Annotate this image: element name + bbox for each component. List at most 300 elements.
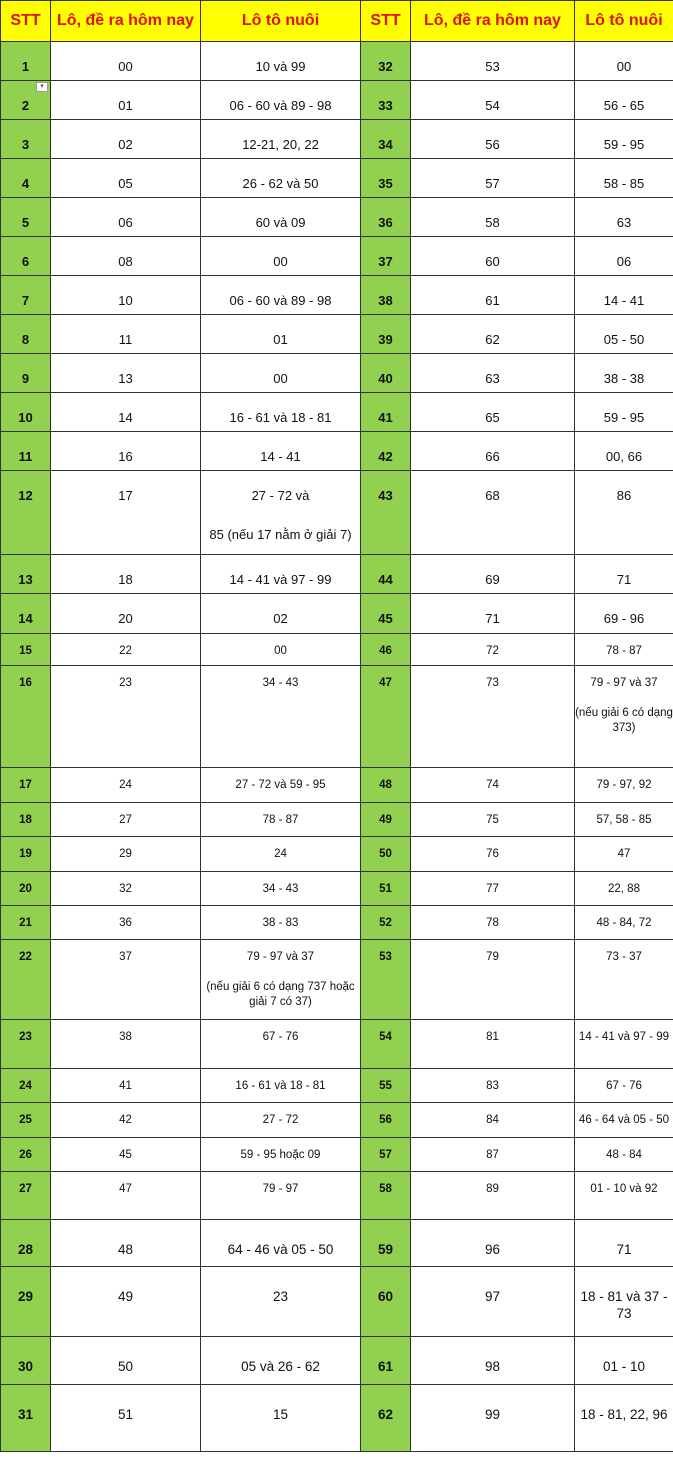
stt-cell: [361, 1172, 411, 1220]
lo-to-cell: [201, 1172, 361, 1220]
stt-cell: [1, 120, 51, 159]
stt-cell: [1, 42, 51, 81]
stt-cell: [1, 1138, 51, 1172]
header-lo-de-right: Lô, đề ra hôm nay: [411, 1, 575, 42]
stt-cell-text: 22: [19, 951, 32, 963]
lo-de-cell: [51, 42, 201, 81]
lo-to-cell: [201, 906, 361, 940]
table-row: [1, 354, 673, 393]
stt-cell-text: 58: [379, 1183, 392, 1195]
stt-cell: [1, 872, 51, 906]
lo-to-cell: [201, 634, 361, 666]
stt-cell-text: 55: [379, 1080, 392, 1092]
header-lo-to: Lô tô nuôi: [201, 1, 361, 42]
header-lo-to-right: Lô tô nuôi: [575, 1, 673, 42]
stt-cell: [361, 315, 411, 354]
stt-cell: [361, 1069, 411, 1103]
stt-cell: [361, 1103, 411, 1138]
stt-cell-text: 28: [17, 1242, 34, 1257]
lo-to-cell: [575, 42, 673, 81]
stt-cell-text: 46: [379, 645, 392, 657]
lo-de-cell: [51, 276, 201, 315]
stt-cell: [361, 1267, 411, 1337]
lo-to-cell-text: 16 - 61 và 18 - 81: [229, 410, 332, 425]
lo-to-cell: [575, 1220, 673, 1267]
lo-de-cell: [51, 393, 201, 432]
stt-cell-text: 23: [19, 1031, 32, 1043]
lo-to-cell: [575, 1337, 673, 1385]
lo-de-cell-text: 57: [485, 176, 500, 191]
lo-de-cell-text: 20: [118, 611, 133, 626]
lo-de-cell-text: 06: [118, 215, 133, 230]
table-row: [1, 276, 673, 315]
lo-to-cell-text: 27 - 72: [262, 1114, 299, 1126]
table-row: [1, 803, 673, 837]
table-row: [1, 940, 673, 1020]
lo-de-cell: [51, 237, 201, 276]
lo-de-cell-text: 54: [485, 98, 500, 113]
lo-to-cell-text: 63: [616, 215, 632, 230]
table-row: [1, 1103, 673, 1138]
stt-cell-text: 42: [378, 449, 393, 464]
stt-cell: [361, 1138, 411, 1172]
stt-cell: [361, 432, 411, 471]
lo-de-cell-text: 74: [486, 779, 499, 791]
lo-to-cell-text: 59 - 95: [603, 410, 645, 425]
header-stt-right: STT: [361, 1, 411, 42]
lo-de-cell-text: 38: [119, 1031, 132, 1043]
lo-de-cell: [51, 803, 201, 837]
lo-de-cell: [411, 81, 575, 120]
lo-to-cell: [575, 837, 673, 872]
stt-cell-text: 20: [19, 883, 32, 895]
lo-de-cell: [411, 906, 575, 940]
lo-de-cell-text: 11: [118, 332, 133, 347]
stt-cell-text: 62: [377, 1407, 394, 1422]
lo-to-cell-text: 02: [273, 611, 288, 626]
lo-to-cell: [201, 1103, 361, 1138]
lo-to-cell: [201, 42, 361, 81]
lo-to-cell-text: 15: [272, 1407, 289, 1422]
lo-de-cell-text: 02: [118, 137, 133, 152]
stt-cell-text: 57: [379, 1149, 392, 1161]
stt-cell-text: 13: [18, 572, 33, 587]
stt-cell-text: 54: [379, 1031, 392, 1043]
lo-to-cell-text: 60 và 09: [255, 215, 306, 230]
lo-to-cell: [201, 666, 361, 768]
dropdown-arrow-icon[interactable]: ▾: [36, 82, 48, 92]
lo-to-cell-text: 00, 66: [605, 449, 643, 464]
lo-de-cell-text: 47: [119, 1183, 132, 1195]
lo-de-cell-text: 37: [119, 951, 132, 963]
lo-to-cell-text: 78 - 87: [606, 645, 642, 657]
lo-to-cell-text: 71: [616, 1242, 632, 1257]
stt-cell-text: 35: [378, 176, 393, 191]
stt-cell-text: 29: [17, 1289, 34, 1304]
lo-to-cell: [575, 666, 673, 768]
lo-de-cell: [411, 1220, 575, 1267]
stt-cell: [361, 634, 411, 666]
lo-to-cell: [575, 906, 673, 940]
lo-de-cell-text: 73: [486, 677, 499, 689]
lo-de-cell-text: 32: [119, 883, 132, 895]
lo-de-cell-text: 16: [118, 449, 133, 464]
stt-cell-text: 14: [18, 611, 33, 626]
lo-de-cell: [51, 837, 201, 872]
stt-cell: [1, 803, 51, 837]
stt-cell: [1, 393, 51, 432]
lo-to-cell-text: 73 - 37: [606, 951, 642, 963]
lo-to-cell: [575, 120, 673, 159]
stt-cell: [1, 237, 51, 276]
lo-to-cell: [575, 1103, 673, 1138]
lo-to-cell: [201, 1337, 361, 1385]
table-row: [1, 872, 673, 906]
table-row: [1, 837, 673, 872]
lo-to-cell-note: 85 (nếu 17 nằm ở giải 7): [209, 527, 352, 543]
lo-de-cell-text: 79: [486, 951, 499, 963]
lo-to-cell-text: 34 - 43: [262, 883, 299, 895]
lo-de-cell: [51, 594, 201, 634]
lo-to-cell: [575, 1267, 673, 1337]
lo-to-cell-text: 10 và 99: [255, 59, 306, 74]
lo-de-cell-text: 24: [119, 779, 132, 791]
lo-de-cell-text: 83: [486, 1080, 499, 1092]
stt-cell: [361, 837, 411, 872]
table-row: [1, 1138, 673, 1172]
lo-de-cell: [411, 315, 575, 354]
table-row: [1, 1337, 673, 1385]
lo-de-cell-text: 77: [486, 883, 499, 895]
stt-cell-text: 21: [19, 917, 32, 929]
lo-de-cell: [51, 198, 201, 237]
lo-to-cell: [201, 354, 361, 393]
stt-cell-text: 33: [378, 98, 393, 113]
lo-to-cell-text: 16 - 61 và 18 - 81: [235, 1080, 326, 1092]
lo-de-cell: [411, 1103, 575, 1138]
lo-to-cell-text: 79 - 97 và 37: [246, 951, 315, 963]
lo-de-cell-text: 89: [486, 1183, 499, 1195]
lo-de-cell-text: 36: [119, 917, 132, 929]
stt-cell-text: 37: [378, 254, 393, 269]
lo-to-cell: [575, 940, 673, 1020]
lo-de-cell: [411, 803, 575, 837]
lo-de-cell: [411, 42, 575, 81]
lo-to-cell-text: 14 - 41 và 97 - 99: [229, 572, 332, 587]
lo-to-cell: [575, 803, 673, 837]
lo-to-cell-text: 46 - 64 và 05 - 50: [578, 1114, 670, 1126]
stt-cell: [1, 940, 51, 1020]
lo-de-cell: [411, 1069, 575, 1103]
lo-de-cell: [51, 555, 201, 594]
lo-de-cell-text: 10: [118, 293, 133, 308]
lo-to-cell: [201, 768, 361, 803]
stt-cell: [361, 594, 411, 634]
table-row: [1, 198, 673, 237]
lo-to-cell-text: 26 - 62 và 50: [242, 176, 319, 191]
stt-cell: [1, 1172, 51, 1220]
stt-cell: [1, 471, 51, 555]
lo-de-cell-text: 48: [117, 1242, 134, 1257]
lo-to-cell-text: 38 - 83: [262, 917, 299, 929]
lo-de-cell-text: 76: [486, 848, 499, 860]
table-row: [1, 315, 673, 354]
stt-cell: [1, 198, 51, 237]
stt-cell-text: 6: [21, 254, 30, 269]
lo-to-cell: [201, 1138, 361, 1172]
lo-to-cell-text: 14 - 41: [603, 293, 645, 308]
lo-to-cell: [575, 768, 673, 803]
lo-de-cell-text: 27: [119, 814, 132, 826]
stt-cell-text: 36: [378, 215, 393, 230]
lo-to-cell-text: 67 - 76: [262, 1031, 299, 1043]
lo-de-cell-text: 71: [485, 611, 500, 626]
lo-to-cell-text: 71: [616, 572, 632, 587]
stt-cell: [1, 315, 51, 354]
lo-to-cell-text: 14 - 41 và 97 - 99: [578, 1031, 670, 1043]
lo-to-cell: [201, 393, 361, 432]
lo-to-cell: [575, 1138, 673, 1172]
table-row: [1, 471, 673, 555]
stt-cell: [361, 872, 411, 906]
lo-to-cell: [575, 594, 673, 634]
lo-to-cell: [201, 1069, 361, 1103]
lo-to-cell-text: 48 - 84, 72: [596, 917, 652, 929]
lo-de-cell: [411, 872, 575, 906]
lo-to-cell-text: 14 - 41: [260, 449, 301, 464]
lo-de-cell-text: 75: [486, 814, 499, 826]
lo-de-cell-text: 78: [486, 917, 499, 929]
lo-de-cell: [411, 1385, 575, 1452]
lo-to-cell: [575, 315, 673, 354]
lo-to-cell: [201, 1385, 361, 1452]
stt-cell-text: 43: [378, 488, 393, 503]
lo-to-cell-text: 06 - 60 và 89 - 98: [229, 98, 332, 113]
stt-cell-text: 17: [19, 779, 32, 791]
lo-to-cell-text: 34 - 43: [262, 677, 299, 689]
lo-to-cell: [201, 594, 361, 634]
lo-de-cell: [51, 634, 201, 666]
lo-to-cell: [201, 1220, 361, 1267]
lo-to-cell-text: 67 - 76: [606, 1080, 642, 1092]
lo-de-cell: [411, 120, 575, 159]
stt-cell: [1, 1385, 51, 1452]
table-row: [1, 120, 673, 159]
lo-de-cell: [411, 1020, 575, 1069]
table-row: [1, 1069, 673, 1103]
stt-cell: [1, 906, 51, 940]
lo-to-cell: [575, 471, 673, 555]
lo-de-cell: [411, 594, 575, 634]
stt-cell: [361, 276, 411, 315]
lo-de-cell: [411, 1267, 575, 1337]
table-row: [1, 42, 673, 81]
stt-cell-text: 53: [379, 951, 392, 963]
stt-cell: [361, 768, 411, 803]
stt-cell: [1, 1337, 51, 1385]
lo-de-cell-text: 62: [485, 332, 500, 347]
lo-to-cell-text: 79 - 97: [262, 1183, 299, 1195]
lo-de-cell-text: 41: [119, 1080, 132, 1092]
stt-cell: [361, 1385, 411, 1452]
lo-de-cell-text: 42: [119, 1114, 132, 1126]
lo-de-cell-text: 69: [485, 572, 500, 587]
table-row: [1, 1385, 673, 1452]
lo-to-cell: [201, 803, 361, 837]
lo-de-cell-text: 56: [485, 137, 500, 152]
table-row: [1, 237, 673, 276]
stt-cell: [1, 432, 51, 471]
stt-cell-text: 32: [378, 59, 393, 74]
lo-de-cell: [411, 471, 575, 555]
lo-to-cell: [201, 198, 361, 237]
lo-de-cell: [411, 159, 575, 198]
lo-de-cell-text: 45: [119, 1149, 132, 1161]
lo-de-cell: [51, 906, 201, 940]
lo-de-cell-text: 51: [117, 1407, 134, 1422]
stt-cell-text: 44: [378, 572, 393, 587]
lo-to-cell-text: 01: [273, 332, 288, 347]
stt-cell: [361, 555, 411, 594]
stt-cell-text: 51: [379, 883, 392, 895]
lo-de-cell-text: 50: [117, 1359, 134, 1374]
lo-to-cell: [575, 354, 673, 393]
lo-de-cell-text: 97: [484, 1289, 501, 1304]
lo-de-cell-text: 98: [484, 1359, 501, 1374]
stt-cell-text: 9: [21, 371, 30, 386]
stt-cell-text: 11: [18, 449, 33, 464]
stt-cell-text: 3: [21, 137, 30, 152]
lo-to-cell-text: 00: [273, 371, 288, 386]
lo-to-cell: [575, 872, 673, 906]
lo-de-cell: [51, 666, 201, 768]
stt-cell-text: 48: [379, 779, 392, 791]
lo-de-cell: [411, 354, 575, 393]
lo-de-cell-text: 63: [485, 371, 500, 386]
lo-de-cell: [51, 120, 201, 159]
lo-de-cell: [411, 634, 575, 666]
stt-cell-text: 39: [378, 332, 393, 347]
lo-to-cell-text: 18 - 81, 22, 96: [580, 1407, 668, 1422]
lo-de-cell-text: 17: [118, 488, 133, 503]
stt-cell: [361, 906, 411, 940]
lo-de-cell-text: 18: [118, 572, 133, 587]
lo-de-cell-text: 00: [118, 59, 133, 74]
stt-cell-text: 27: [19, 1183, 32, 1195]
lo-de-cell-text: 81: [486, 1031, 499, 1043]
lo-to-cell-text: 24: [274, 848, 287, 860]
table-row: [1, 634, 673, 666]
lo-de-cell-text: 61: [485, 293, 500, 308]
stt-cell: [361, 1020, 411, 1069]
lo-de-cell-text: 08: [118, 254, 133, 269]
lo-de-cell: [51, 1138, 201, 1172]
lo-de-cell-text: 87: [486, 1149, 499, 1161]
stt-cell: [1, 354, 51, 393]
lo-to-cell: [201, 315, 361, 354]
stt-cell: [1, 634, 51, 666]
table-row: [1, 81, 673, 120]
lo-de-cell: [51, 768, 201, 803]
stt-cell-text: 41: [378, 410, 393, 425]
table-row: [1, 768, 673, 803]
stt-cell: [361, 81, 411, 120]
stt-cell: [361, 471, 411, 555]
lo-to-cell: [201, 872, 361, 906]
lo-to-cell-text: 05 - 50: [603, 332, 645, 347]
lo-to-cell: [201, 471, 361, 555]
lo-to-cell: [575, 276, 673, 315]
lo-de-cell-text: 13: [118, 371, 133, 386]
lo-to-cell: [575, 1020, 673, 1069]
lo-de-cell-text: 01: [118, 98, 133, 113]
table-row: [1, 555, 673, 594]
lo-to-cell: [201, 1020, 361, 1069]
lo-de-cell: [51, 1103, 201, 1138]
lo-de-cell: [51, 159, 201, 198]
lo-de-cell: [51, 1172, 201, 1220]
lo-de-cell-text: 99: [484, 1407, 501, 1422]
stt-cell: [1, 666, 51, 768]
stt-cell: [1, 1020, 51, 1069]
stt-cell-text: 49: [379, 814, 392, 826]
lo-to-cell-text: 01 - 10 và 92: [590, 1183, 658, 1195]
lo-de-cell: [51, 471, 201, 555]
lo-de-cell: [51, 1069, 201, 1103]
lo-de-cell: [51, 940, 201, 1020]
stt-cell-text: 31: [17, 1407, 34, 1422]
lo-de-cell-text: 60: [485, 254, 500, 269]
lo-de-cell: [51, 354, 201, 393]
lo-de-cell: [411, 393, 575, 432]
lo-de-cell-text: 58: [485, 215, 500, 230]
stt-cell-text: 10: [18, 410, 33, 425]
stt-cell: [1, 837, 51, 872]
lo-de-cell: [411, 768, 575, 803]
lo-de-cell: [411, 276, 575, 315]
lo-de-cell: [51, 1267, 201, 1337]
lo-to-cell-text: 00: [273, 254, 288, 269]
lo-de-cell: [411, 198, 575, 237]
lo-to-cell-text: 56 - 65: [603, 98, 645, 113]
lo-de-cell-text: 96: [484, 1242, 501, 1257]
table-row: [1, 159, 673, 198]
header-lo-de: Lô, đề ra hôm nay: [51, 1, 201, 42]
stt-cell: [361, 393, 411, 432]
lo-de-cell: [411, 1172, 575, 1220]
lo-de-cell: [51, 315, 201, 354]
stt-cell: [1, 555, 51, 594]
stt-cell-text: 30: [17, 1359, 34, 1374]
stt-cell-text: 12: [18, 488, 33, 503]
stt-cell-text: 47: [379, 677, 392, 689]
lo-to-cell: [201, 940, 361, 1020]
lo-de-cell: [411, 837, 575, 872]
table-row: [1, 1220, 673, 1267]
stt-cell: [361, 42, 411, 81]
lo-to-cell: [201, 1267, 361, 1337]
stt-cell: [361, 198, 411, 237]
lo-de-cell-text: 22: [119, 645, 132, 657]
stt-cell: [361, 803, 411, 837]
lo-to-cell: [201, 159, 361, 198]
lo-to-cell-text: 00: [616, 59, 632, 74]
lo-to-cell-text: 27 - 72 và: [251, 488, 310, 503]
lo-to-cell: [575, 81, 673, 120]
lo-to-cell: [201, 276, 361, 315]
lo-to-cell: [575, 393, 673, 432]
stt-cell-text: 40: [378, 371, 393, 386]
